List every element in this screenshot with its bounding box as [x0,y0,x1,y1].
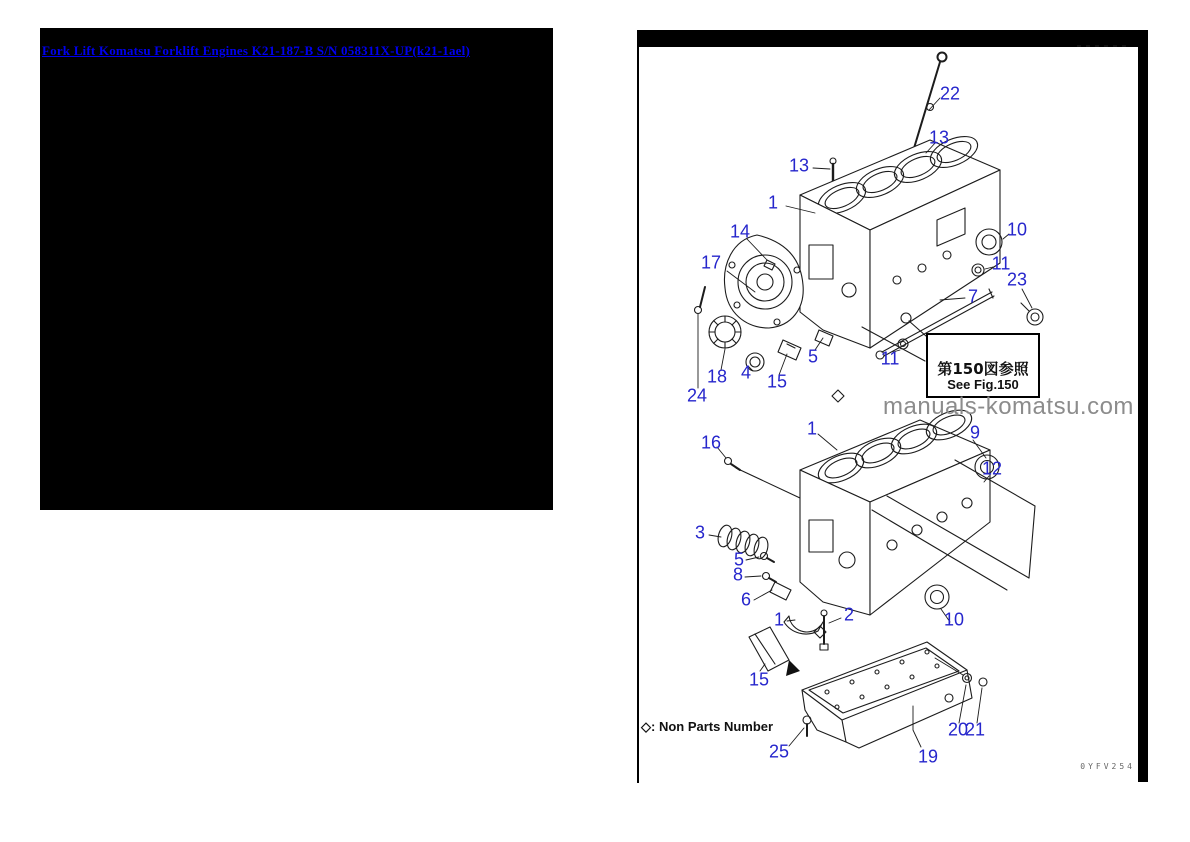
callout-12: 12 [981,458,1003,479]
callout-11: 11 [991,253,1011,274]
plate-code: 0YFV254 [1080,762,1135,771]
callout-10: 10 [1006,219,1028,240]
see-fig-reference-box [926,333,1040,398]
front-seal [709,316,741,348]
callout-1: 1 [767,192,779,213]
callout-3: 3 [694,522,706,543]
callout-8: 8 [732,564,744,585]
callout-6: 6 [740,589,752,610]
scan-artifact-dashes [1077,45,1126,47]
callout-23: 23 [1006,269,1028,290]
callout-15: 15 [748,669,770,690]
watermark-text: manuals-komatsu.com [883,393,1134,420]
callout-4: 4 [740,362,752,383]
callout-1: 1 [773,609,785,630]
callout-7: 7 [967,286,979,307]
callout-17: 17 [700,252,722,273]
callout-21: 21 [964,719,986,740]
callout-5: 5 [733,549,745,570]
callout-5: 5 [807,346,819,367]
callout-14: 14 [729,221,751,242]
callout-11: 11 [880,348,900,369]
callout-13: 13 [928,127,950,148]
callout-24: 24 [686,385,708,406]
callout-25: 25 [768,741,790,762]
callout-13: 13 [788,155,810,176]
callout-1: 1 [806,418,818,439]
lower-block-view [709,404,1035,748]
callout-9: 9 [969,422,981,443]
ref-box-japanese: 第150図参照 [937,359,1029,378]
ref-box-english: See Fig.150 [947,377,1019,393]
callout-20: 20 [947,719,969,740]
callout-2: 2 [843,604,855,625]
parts-diagram-page [637,30,1148,785]
callout-16: 16 [700,432,722,453]
left-black-panel [40,28,553,510]
callout-15: 15 [766,371,788,392]
non-parts-number-legend: ◇: Non Parts Number [641,719,774,734]
callout-10: 10 [943,609,965,630]
callout-18: 18 [706,366,728,387]
manual-link[interactable]: Fork Lift Komatsu Forklift Engines K21-187-B S/N 058311X-UP(k21-1ael) [42,43,470,58]
callout-19: 19 [917,746,939,767]
callout-22: 22 [939,83,961,104]
